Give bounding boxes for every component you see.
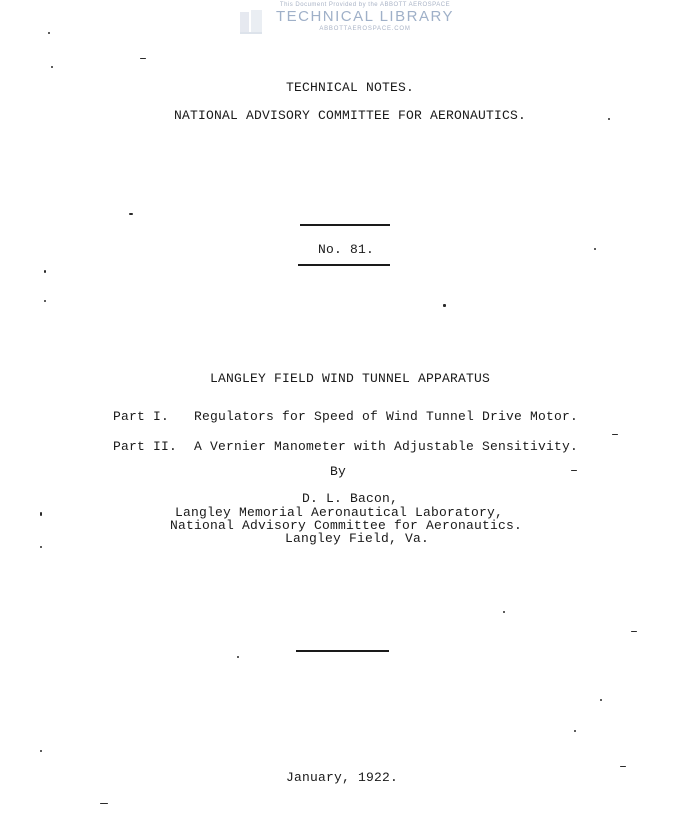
watermark-title: TECHNICAL LIBRARY	[275, 8, 455, 25]
scan-speck	[620, 766, 626, 767]
scan-speck	[612, 434, 618, 435]
author-affiliation-2: National Advisory Committee for Aeronautics.	[170, 518, 523, 533]
scan-speck	[600, 699, 602, 701]
rule-above-date	[296, 650, 389, 652]
scan-speck	[40, 546, 42, 548]
rule-below-number	[298, 264, 390, 266]
document-date: January, 1922.	[286, 770, 399, 785]
scan-speck	[40, 750, 42, 752]
scan-speck	[40, 512, 42, 516]
scan-speck	[129, 213, 133, 215]
scan-speck	[594, 248, 596, 250]
scan-speck	[503, 611, 505, 613]
scan-speck	[140, 58, 146, 59]
watermark-site: ABBOTTAEROSPACE.COM	[319, 26, 411, 32]
author-name: D. L. Bacon,	[302, 491, 399, 506]
author-affiliation-3: Langley Field, Va.	[285, 531, 430, 546]
scan-speck	[631, 631, 637, 632]
part-2-text: A Vernier Manometer with Adjustable Sensitivity.	[194, 439, 579, 454]
scan-speck	[51, 66, 53, 68]
by-label: By	[330, 464, 347, 479]
scan-speck	[574, 730, 576, 732]
scan-speck	[44, 270, 46, 273]
scan-speck	[571, 470, 577, 471]
author-affiliation-1: Langley Memorial Aeronautical Laboratory,	[175, 505, 504, 520]
scan-speck	[48, 32, 50, 34]
scan-speck	[100, 803, 108, 804]
note-number: No. 81.	[318, 242, 375, 257]
part-1-text: Regulators for Speed of Wind Tunnel Drive Motor.	[194, 409, 579, 424]
rule-above-number	[300, 224, 390, 226]
scan-speck	[237, 656, 239, 658]
scan-speck	[608, 118, 610, 120]
header-line-1: TECHNICAL NOTES.	[285, 80, 415, 95]
scan-speck	[44, 300, 46, 302]
part-1-label: Part I.	[113, 409, 170, 424]
watermark-provider: This Document Provided by the ABBOTT AEROSPACE	[279, 2, 451, 8]
part-2-label: Part II.	[113, 439, 178, 454]
scan-speck	[443, 304, 446, 307]
watermark	[230, 2, 470, 42]
header-line-2: NATIONAL ADVISORY COMMITTEE FOR AERONAUTICS.	[173, 108, 527, 123]
document-title: LANGLEY FIELD WIND TUNNEL APPARATUS	[209, 371, 491, 386]
